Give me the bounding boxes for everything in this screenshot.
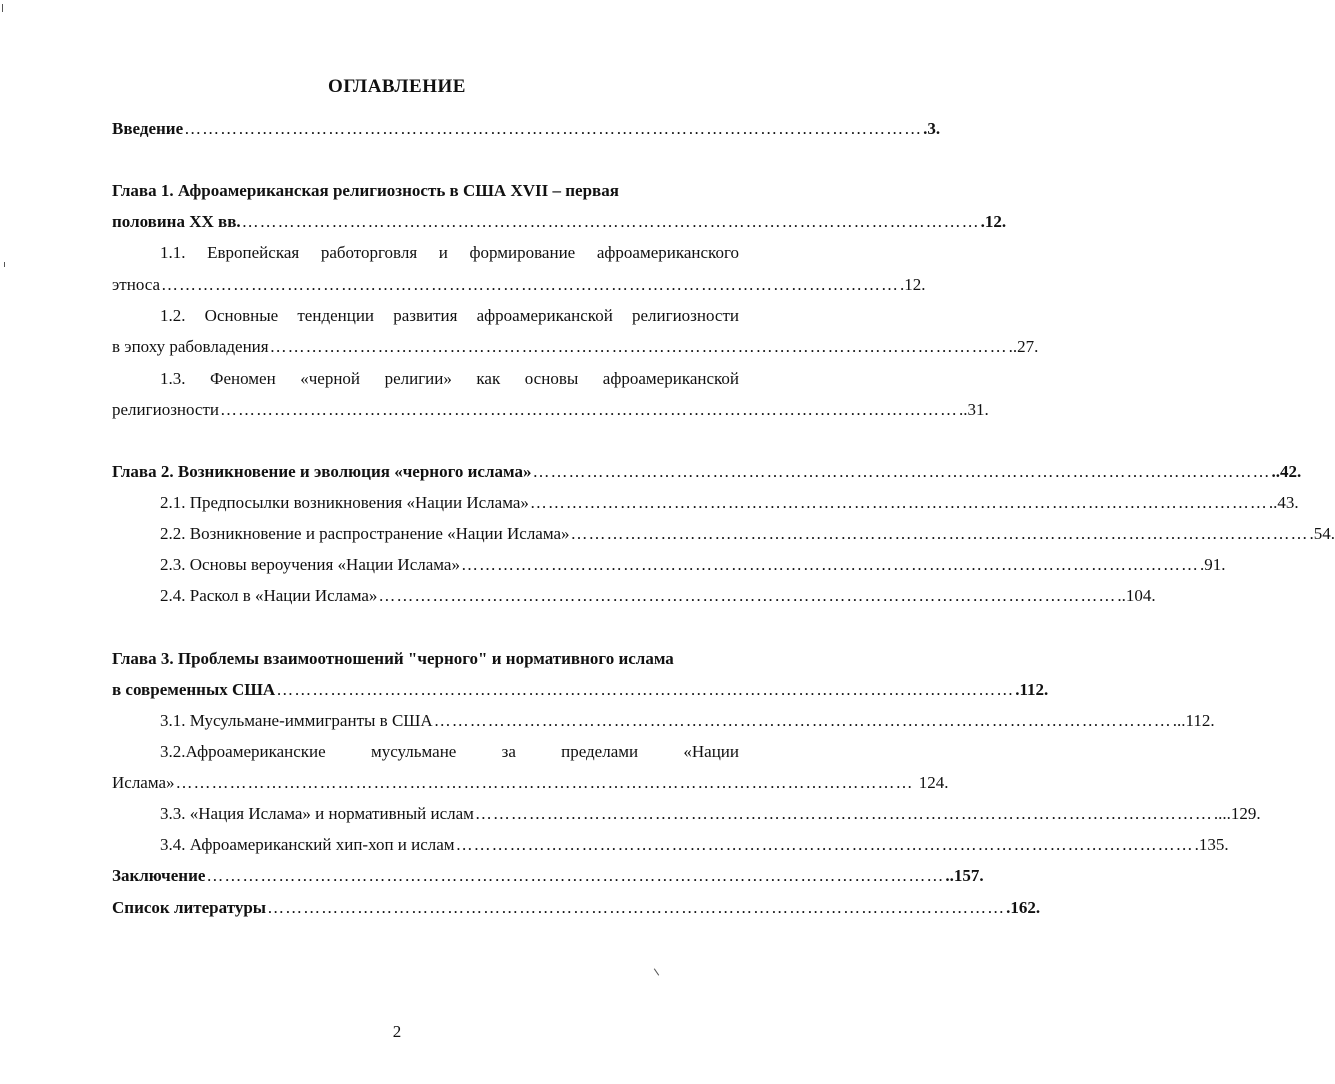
leader-dots: …………………………………………………………………………………………………………… bbox=[570, 524, 1309, 543]
toc-entry-page: .12. bbox=[900, 275, 926, 294]
leader-dots: …………………………………………………………………………………………………………… bbox=[276, 680, 1015, 699]
leader-dots: …………………………………………………………………………………………………………… bbox=[175, 773, 914, 792]
toc-entry-page: ..42. bbox=[1271, 462, 1302, 481]
leader-dots: …………………………………………………………………………………………………………… bbox=[184, 119, 923, 138]
toc-section-1-2[interactable] bbox=[112, 334, 1039, 360]
toc-chapter-3[interactable] bbox=[112, 677, 1049, 703]
toc-section-3-4[interactable] bbox=[160, 832, 1229, 858]
toc-entry-label: Ислама» bbox=[112, 773, 175, 792]
toc-section-1-3-title[interactable]: 1.3. Феномен «черной религии» как основы афроамериканской bbox=[160, 369, 739, 388]
toc-entry-intro[interactable] bbox=[112, 116, 941, 142]
toc-chapter-2[interactable] bbox=[112, 459, 1302, 485]
leader-dots: …………………………………………………………………………………………………………… bbox=[241, 212, 980, 231]
toc-entry-page: ..27. bbox=[1008, 337, 1039, 356]
toc-entry-label: Глава 2. Возникновение и эволюция «черного ислама» bbox=[112, 462, 532, 481]
toc-entry-page: 124. bbox=[914, 773, 949, 792]
scan-mark bbox=[4, 262, 5, 267]
toc-section-2-3[interactable] bbox=[160, 552, 1226, 578]
leader-dots: …………………………………………………………………………………………………………… bbox=[455, 835, 1194, 854]
toc-entry-page: ..104. bbox=[1117, 586, 1156, 605]
toc-entry-page: ..43. bbox=[1268, 493, 1299, 512]
toc-section-2-2[interactable] bbox=[160, 521, 1335, 547]
toc-entry-page: ..157. bbox=[945, 866, 984, 885]
toc-entry-label: религиозности bbox=[112, 400, 220, 419]
toc-section-1-3[interactable] bbox=[112, 397, 989, 423]
toc-entry-page: ..31. bbox=[959, 400, 989, 419]
leader-dots: …………………………………………………………………………………………………………… bbox=[474, 804, 1213, 823]
toc-entry-conclusion[interactable] bbox=[112, 863, 984, 889]
toc-entry-label: в эпоху рабовладения bbox=[112, 337, 269, 356]
toc-entry-label: в современных США bbox=[112, 680, 276, 699]
toc-section-3-3[interactable] bbox=[160, 801, 1261, 827]
toc-entry-label: 2.4. Раскол в «Нации Ислама» bbox=[160, 586, 378, 605]
toc-entry-label: 3.3. «Нация Ислама» и нормативный ислам bbox=[160, 804, 474, 823]
leader-dots: …………………………………………………………………………………………………………… bbox=[269, 337, 1008, 356]
toc-entry-page: .54. bbox=[1309, 524, 1335, 543]
toc-entry-page: .135. bbox=[1194, 835, 1229, 854]
toc-entry-label: 2.2. Возникновение и распространение «Нации Ислама» bbox=[160, 524, 570, 543]
toc-section-1-1[interactable] bbox=[112, 272, 926, 298]
toc-entry-label: Список литературы bbox=[112, 898, 267, 917]
toc-entry-label: Введение bbox=[112, 119, 184, 138]
scan-mark bbox=[654, 968, 659, 975]
leader-dots: …………………………………………………………………………………………………………… bbox=[529, 493, 1268, 512]
leader-dots: …………………………………………………………………………………………………………… bbox=[161, 275, 900, 294]
toc-section-2-1[interactable] bbox=[160, 490, 1299, 516]
toc-entry-label: 2.1. Предпосылки возникновения «Нации Ислама» bbox=[160, 493, 529, 512]
toc-entry-label: Заключение bbox=[112, 866, 206, 885]
toc-entry-page: .162. bbox=[1006, 898, 1041, 917]
toc-chapter-3-title[interactable]: Глава 3. Проблемы взаимоотношений "черного" и нормативного ислама bbox=[112, 649, 674, 668]
toc-section-1-1-title[interactable]: 1.1. Европейская работорговля и формирование афроамериканского bbox=[160, 243, 739, 262]
toc-chapter-1-title[interactable]: Глава 1. Афроамериканская религиозность в США XVII – первая bbox=[112, 181, 619, 200]
toc-section-1-2-title[interactable]: 1.2. Основные тенденции развития афроамериканской религиозности bbox=[160, 306, 739, 325]
toc-section-2-4[interactable] bbox=[160, 583, 1156, 609]
toc-chapter-1[interactable] bbox=[112, 209, 1007, 235]
toc-entry-page: .91. bbox=[1199, 555, 1226, 574]
page-number: 2 bbox=[392, 1022, 402, 1041]
leader-dots: …………………………………………………………………………………………………………… bbox=[206, 866, 945, 885]
toc-entry-label: 2.3. Основы вероучения «Нации Ислама» bbox=[160, 555, 460, 574]
toc-entry-page: .112. bbox=[1015, 680, 1049, 699]
leader-dots: …………………………………………………………………………………………………………… bbox=[460, 555, 1199, 574]
toc-entry-page: ....129. bbox=[1213, 804, 1261, 823]
toc-entry-label: 3.4. Афроамериканский хип-хоп и ислам bbox=[160, 835, 455, 854]
toc-entry-label: этноса bbox=[112, 275, 161, 294]
scan-mark bbox=[2, 4, 3, 12]
toc-entry-label: 3.1. Мусульмане-иммигранты в США bbox=[160, 711, 433, 730]
page-title: ОГЛАВЛЕНИЕ bbox=[328, 76, 466, 97]
toc-section-3-1[interactable] bbox=[160, 708, 1215, 734]
leader-dots: …………………………………………………………………………………………………………… bbox=[532, 462, 1271, 481]
toc-section-3-2-title[interactable]: 3.2.Афроамериканские мусульмане за пределами «Нации bbox=[160, 742, 739, 761]
leader-dots: …………………………………………………………………………………………………………… bbox=[378, 586, 1117, 605]
toc-entry-page: ...112. bbox=[1172, 711, 1215, 730]
toc-entry-page: .12. bbox=[980, 212, 1007, 231]
leader-dots: …………………………………………………………………………………………………………… bbox=[433, 711, 1172, 730]
toc-section-3-2[interactable] bbox=[112, 770, 949, 796]
toc-entry-label: половина XX вв. bbox=[112, 212, 241, 231]
toc-entry-bibliography[interactable] bbox=[112, 895, 1041, 921]
toc-entry-page: .3. bbox=[923, 119, 941, 138]
leader-dots: …………………………………………………………………………………………………………… bbox=[220, 400, 959, 419]
leader-dots: …………………………………………………………………………………………………………… bbox=[267, 898, 1006, 917]
